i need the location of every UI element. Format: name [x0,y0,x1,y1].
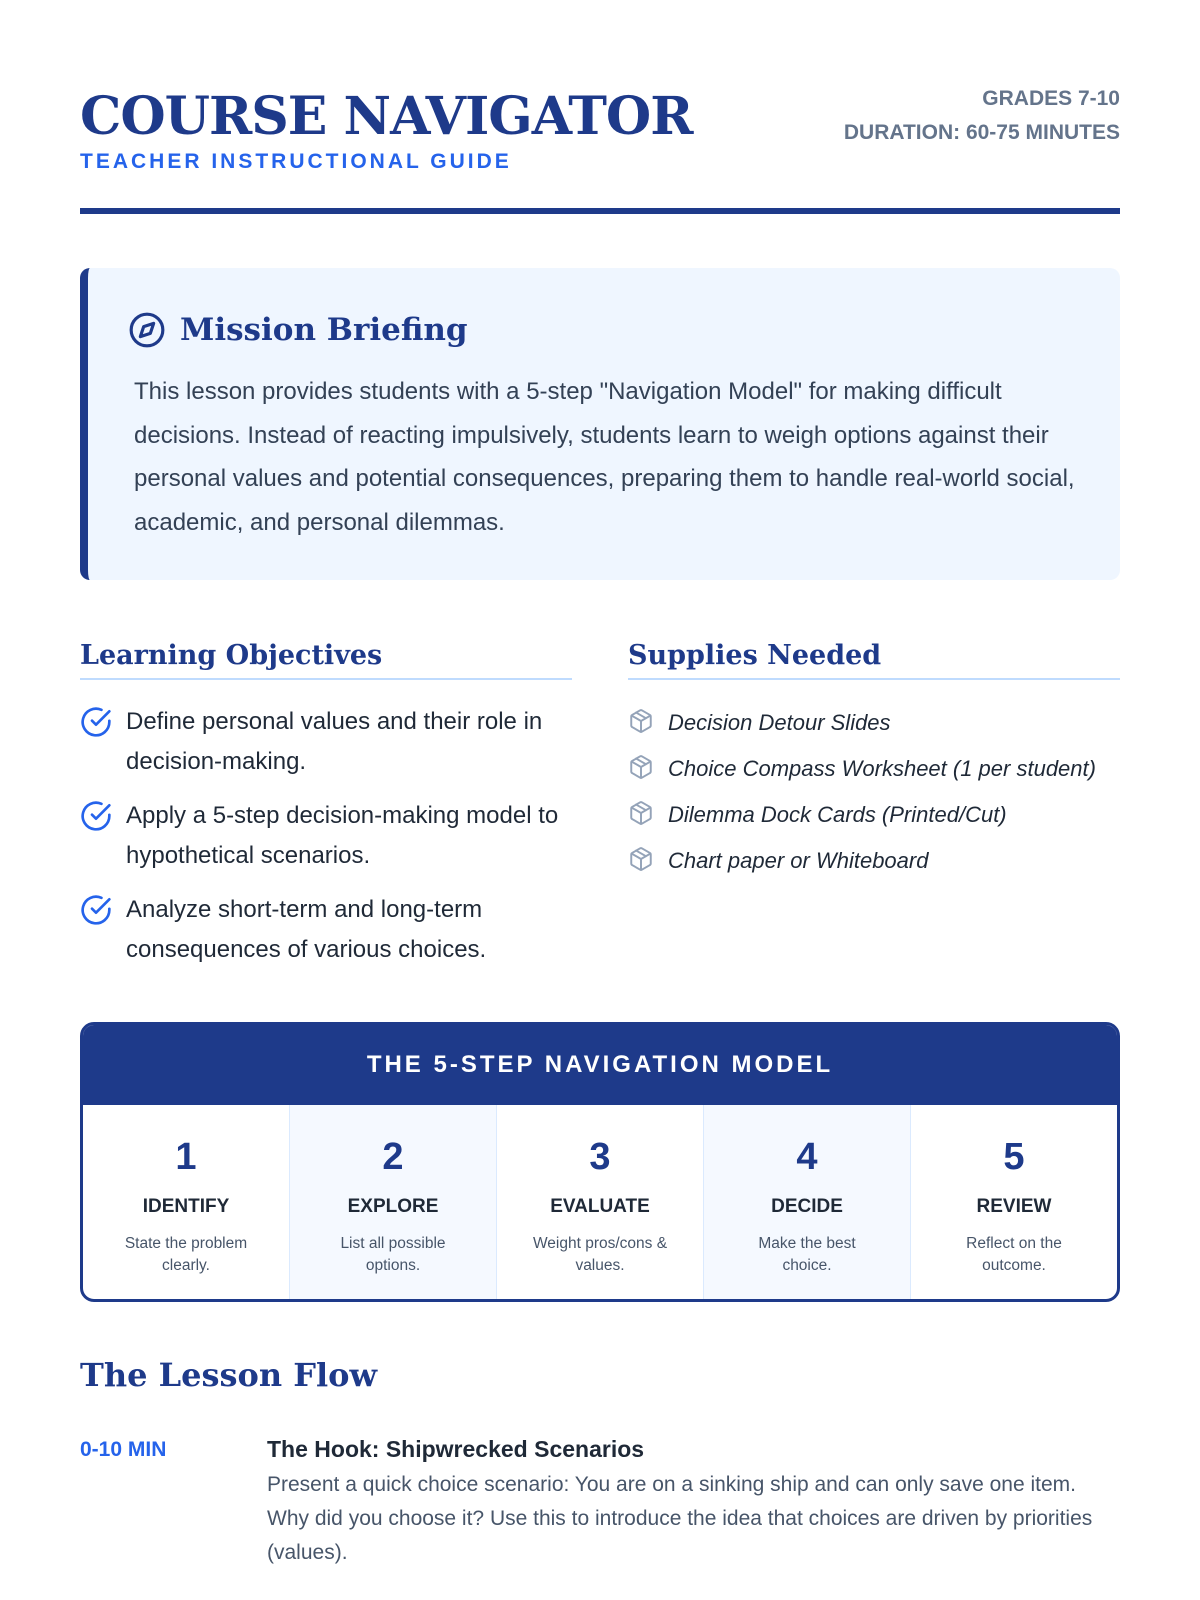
step-description: Reflect on the outcome. [966,1235,1062,1274]
objectives-list [80,702,572,970]
supplies-section [628,638,1120,884]
flow-heading: The Hook: Shipwrecked Scenarios [267,1436,645,1462]
flow-description: Present a quick choice scenario: You are on a sinking ship and can only save one item. Why did you choose it? Use this to introduce the idea that choices are driven by priorities (values). [267,1473,1093,1564]
check-circle-icon [80,796,112,837]
model-step [704,1105,911,1299]
model-step [911,1105,1117,1299]
navigation-model-panel [80,1022,1120,1302]
compass-icon [128,311,166,349]
step-description: Weight pros/cons & values. [532,1235,668,1274]
supply-item [628,700,1120,746]
guide-page [80,0,1120,1600]
step-number: 1 [175,1136,197,1178]
page-header [80,80,1120,214]
supplies-title: Supplies Needed [628,638,1120,680]
step-description: Make the best choice. [758,1235,856,1274]
step-name: EVALUATE [550,1196,650,1217]
lesson-meta [844,82,1120,150]
step-number: 3 [589,1136,611,1178]
page-subtitle: TEACHER INSTRUCTIONAL GUIDE [80,150,512,173]
model-title: THE 5-STEP NAVIGATION MODEL [83,1025,1117,1105]
supplies-list [628,700,1120,884]
grades-label: GRADES 7-10 [982,87,1120,110]
objective-text: Define personal values and their role in decision-making. [126,708,543,775]
supply-text: Decision Detour Slides [668,710,891,735]
check-circle-icon [80,702,112,743]
flow-body [267,1432,1122,1570]
box-icon [628,800,654,831]
mission-title: Mission Briefing [180,312,468,348]
box-icon [628,846,654,877]
model-step [497,1105,704,1299]
model-steps [83,1105,1117,1299]
duration-label: DURATION: 60-75 MINUTES [843,121,1120,144]
objective-text: Analyze short-term and long-term consequences of various choices. [126,896,487,963]
objective-item [80,890,572,970]
supply-item [628,838,1120,884]
supply-text: Chart paper or Whiteboard [668,848,929,873]
box-icon [628,754,654,785]
objective-item [80,796,572,876]
step-name: DECIDE [771,1196,843,1217]
objective-item [80,702,572,782]
step-name: EXPLORE [347,1196,439,1217]
step-number: 4 [796,1136,818,1178]
learning-objectives-section [80,638,572,984]
box-icon [628,708,654,739]
step-description: List all possible options. [340,1235,446,1274]
objectives-title: Learning Objectives [80,638,572,680]
model-step [83,1105,290,1299]
flow-time: 0-10 MIN [80,1438,167,1461]
step-description: State the problem clearly. [124,1235,248,1274]
step-number: 5 [1003,1136,1025,1178]
mission-text: This lesson provides students with a 5-step "Navigation Model" for making difficult decisions. Instead of reacting impulsively, students learn to weigh options against their personal values and potential consequences, preparing them to handle real-world social, academic, and personal dilemmas. [134,378,1075,536]
mission-heading [128,306,468,354]
supply-text: Choice Compass Worksheet (1 per student) [668,756,1096,781]
step-name: IDENTIFY [142,1196,230,1217]
mission-briefing-panel [80,268,1120,580]
step-name: REVIEW [976,1196,1052,1217]
supply-item [628,746,1120,792]
step-number: 2 [382,1136,404,1178]
objective-text: Apply a 5-step decision-making model to hypothetical scenarios. [126,802,559,869]
page-title: COURSE NAVIGATOR [80,86,693,147]
supply-text: Dilemma Dock Cards (Printed/Cut) [668,802,1007,827]
check-circle-icon [80,890,112,931]
lesson-flow-title: The Lesson Flow [80,1356,377,1394]
supply-item [628,792,1120,838]
model-step [290,1105,497,1299]
